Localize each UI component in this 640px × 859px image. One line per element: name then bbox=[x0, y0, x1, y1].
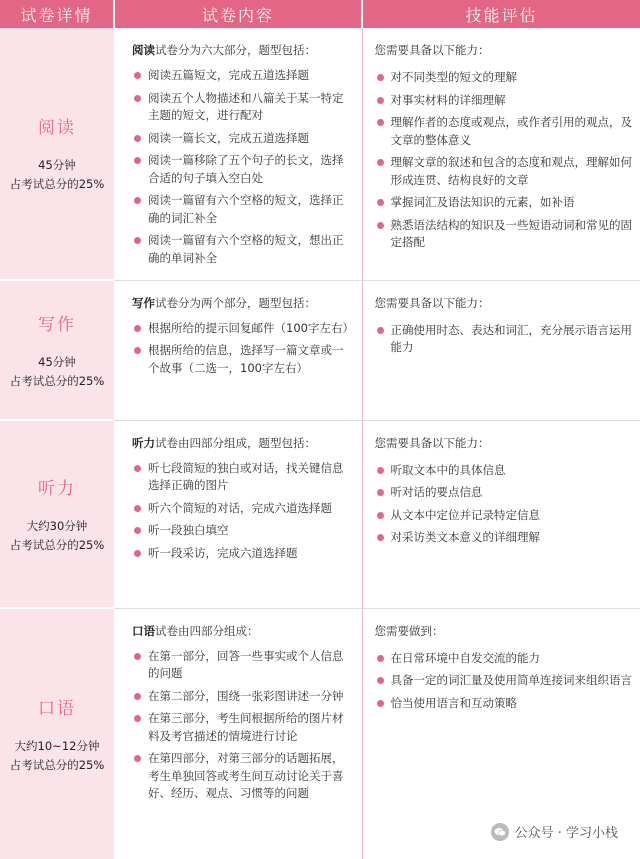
assess-item-text: 对不同类型的短文的理解 bbox=[390, 70, 517, 84]
content-item-text: 在第一部分，回答一些事实或个人信息的问题 bbox=[148, 648, 344, 680]
content-item-text: 阅读一篇留有六个空格的短文，想出正确的单词补全 bbox=[148, 233, 344, 265]
bullet-dot bbox=[377, 159, 384, 166]
content-intro-bold: 听力 bbox=[132, 435, 155, 450]
content-item bbox=[132, 710, 354, 745]
bullet-dot bbox=[134, 157, 141, 164]
content-list bbox=[132, 648, 354, 803]
content-item bbox=[132, 545, 354, 563]
content-item bbox=[132, 522, 354, 540]
content-item-text: 阅读一篇留有六个空格的短文，选择正确的词汇补全 bbox=[148, 193, 344, 225]
content-item-text: 在第三部分，考生间根据所给的图片材料及考官描述的情境进行讨论 bbox=[148, 711, 344, 743]
content-intro-bold: 写作 bbox=[132, 295, 155, 310]
bullet-dot bbox=[134, 347, 141, 354]
bullet-dot bbox=[377, 655, 384, 662]
assess-item-text: 掌握词汇及语法知识的元素，如补语 bbox=[390, 195, 575, 209]
assess-intro: 您需要具备以下能力： bbox=[374, 43, 490, 57]
assess-list bbox=[375, 322, 633, 357]
assess-item bbox=[375, 69, 633, 87]
bullet-dot bbox=[377, 512, 384, 519]
bullet-dot bbox=[134, 755, 141, 762]
bullet-dot bbox=[377, 119, 384, 126]
content-intro bbox=[132, 435, 354, 452]
bullet-dot bbox=[377, 489, 384, 496]
content-item-text: 阅读五篇短文，完成五道选择题 bbox=[148, 68, 309, 82]
assess-item bbox=[375, 322, 633, 357]
assess-item-text: 具备一定的词汇量及使用简单连接词来组织语言 bbox=[390, 673, 632, 687]
bullet-dot bbox=[134, 197, 141, 204]
header-content: 试卷内容 bbox=[114, 0, 362, 28]
bullet-dot bbox=[377, 534, 384, 541]
skill-cell bbox=[0, 280, 114, 420]
bullet-dot bbox=[377, 467, 384, 474]
skill-time: 大约30分钟 bbox=[26, 518, 88, 533]
bullet-dot bbox=[134, 715, 141, 722]
skill-percentage: 占考试总分的25% bbox=[9, 373, 105, 388]
bullet-dot bbox=[134, 135, 141, 142]
bullet-dot bbox=[377, 74, 384, 81]
skill-time: 45分钟 bbox=[38, 354, 76, 369]
content-item bbox=[132, 648, 354, 683]
content-item bbox=[132, 688, 354, 706]
assess-item bbox=[375, 217, 633, 252]
bullet-dot bbox=[134, 653, 141, 660]
skill-time: 45分钟 bbox=[38, 158, 76, 172]
assess-intro: 您需要具备以下能力： bbox=[374, 435, 490, 450]
assess-item-text: 对事实材料的详细理解 bbox=[390, 92, 506, 107]
bullet-dot bbox=[134, 325, 141, 332]
assess-item-text: 对采访类文本意义的详细理解 bbox=[390, 530, 540, 544]
bullet-dot bbox=[377, 97, 384, 104]
bullet-dot bbox=[134, 550, 141, 557]
content-intro-bold: 阅读 bbox=[132, 43, 155, 57]
assess-item-text: 理解作者的态度或观点，或作者引用的观点，及文章的整体意义 bbox=[390, 115, 632, 147]
bullet-dot bbox=[134, 527, 141, 534]
content-item bbox=[132, 152, 354, 187]
bullet-dot bbox=[377, 199, 384, 206]
content-item bbox=[132, 67, 354, 85]
bullet-dot bbox=[377, 700, 384, 707]
content-item bbox=[132, 460, 354, 495]
content-item-text: 在第四部分，对第三部分的话题拓展，考生单独回答或考生间互动讨论关于喜好、经历、观点、习惯等的问题 bbox=[148, 751, 344, 800]
bullet-dot bbox=[134, 72, 141, 79]
content-item-text: 根据所给的提示回复邮件（100字左右） bbox=[148, 320, 354, 335]
assess-item-text: 恰当使用语言和互动策略 bbox=[390, 695, 517, 710]
header-row bbox=[0, 0, 640, 28]
content-item bbox=[132, 750, 354, 803]
content-item bbox=[132, 320, 354, 338]
skill-cell bbox=[0, 608, 114, 859]
skill-cell bbox=[0, 28, 114, 280]
content-item bbox=[132, 192, 354, 227]
bullet-dot bbox=[377, 327, 384, 334]
content-intro-bold: 口语 bbox=[132, 623, 155, 638]
content-item-text: 在第二部分，围绕一张彩图讲述一分钟 bbox=[148, 688, 344, 703]
content-cell bbox=[114, 420, 362, 608]
bullet-dot bbox=[134, 465, 141, 472]
bullet-dot bbox=[134, 505, 141, 512]
content-item bbox=[132, 232, 354, 267]
content-intro-rest: 试卷由四部分组成： bbox=[155, 623, 259, 638]
content-item-text: 阅读一篇长文，完成五道选择题 bbox=[148, 130, 309, 145]
assess-cell bbox=[362, 280, 640, 420]
section-row bbox=[0, 420, 640, 608]
bullet-dot bbox=[134, 95, 141, 102]
assess-item bbox=[375, 672, 633, 690]
bullet-dot bbox=[377, 677, 384, 684]
content-item-text: 听七段简短的独白或对话，找关键信息选择正确的图片 bbox=[148, 460, 344, 492]
content-cell bbox=[114, 280, 362, 420]
section-row bbox=[0, 28, 640, 280]
assess-item bbox=[375, 462, 633, 480]
watermark-text: 公众号 · 学习小栈 bbox=[514, 826, 618, 841]
content-cell bbox=[114, 28, 362, 280]
skill-name: 听力 bbox=[38, 478, 76, 499]
assess-item bbox=[375, 529, 633, 547]
content-item-text: 听六个简短的对话，完成六道选择题 bbox=[148, 500, 332, 515]
content-intro bbox=[132, 295, 354, 312]
assess-item bbox=[375, 154, 633, 189]
skill-name: 写作 bbox=[38, 314, 76, 335]
assess-cell bbox=[362, 28, 640, 280]
assess-item bbox=[375, 507, 633, 525]
content-intro bbox=[132, 42, 354, 59]
bullet-dot bbox=[134, 693, 141, 700]
assess-item bbox=[375, 114, 633, 149]
content-item bbox=[132, 90, 354, 125]
header-details: 试卷详情 bbox=[0, 0, 114, 28]
skill-time: 大约10~12分钟 bbox=[14, 738, 100, 753]
assess-item-text: 理解文章的叙述和包含的态度和观点，理解如何形成连贯、结构良好的文章 bbox=[390, 155, 632, 187]
content-item bbox=[132, 342, 354, 377]
assess-item bbox=[375, 650, 633, 668]
assess-item bbox=[375, 484, 633, 502]
assess-intro: 您需要做到： bbox=[374, 623, 444, 638]
assess-item-text: 正确使用时态、表达和词汇，充分展示语言运用能力 bbox=[390, 322, 632, 354]
content-item-text: 阅读五个人物描述和八篇关于某一特定主题的短文，进行配对 bbox=[148, 90, 344, 122]
skill-percentage: 占考试总分的25% bbox=[9, 757, 105, 772]
skill-cell bbox=[0, 420, 114, 608]
content-list bbox=[132, 460, 354, 563]
content-item bbox=[132, 130, 354, 148]
content-item bbox=[132, 500, 354, 518]
assess-item-text: 听取文本中的具体信息 bbox=[390, 462, 506, 477]
content-item-text: 根据所给的信息，选择写一篇文章或一个故事（二选一，100字左右） bbox=[148, 343, 344, 375]
skill-percentage: 占考试总分的25% bbox=[9, 537, 105, 552]
assess-list bbox=[375, 69, 633, 252]
bullet-dot bbox=[377, 222, 384, 229]
skill-name: 阅读 bbox=[38, 118, 76, 138]
header-assessment: 技能评估 bbox=[362, 0, 640, 28]
assess-cell bbox=[362, 420, 640, 608]
assess-item-text: 听对话的要点信息 bbox=[390, 485, 483, 499]
content-item-text: 阅读一篇移除了五个句子的长文，选择合适的句子填入空白处 bbox=[148, 153, 344, 185]
wechat-icon bbox=[491, 823, 509, 841]
assess-intro: 您需要具备以下能力： bbox=[374, 295, 490, 310]
assess-item-text: 从文本中定位并记录特定信息 bbox=[390, 507, 540, 522]
assess-list bbox=[375, 650, 633, 713]
skill-name: 口语 bbox=[38, 698, 76, 719]
assess-item bbox=[375, 695, 633, 713]
assess-list bbox=[375, 462, 633, 547]
content-intro-rest: 试卷分为六大部分，题型包括： bbox=[155, 43, 316, 57]
content-cell bbox=[114, 608, 362, 859]
assess-item-text: 在日常环境中自发交流的能力 bbox=[390, 650, 540, 665]
skill-percentage: 占考试总分的25% bbox=[9, 177, 105, 191]
content-item-text: 听一段采访，完成六道选择题 bbox=[148, 545, 298, 560]
content-intro-rest: 试卷分为两个部分，题型包括： bbox=[155, 295, 316, 310]
content-item-text: 听一段独白填空 bbox=[148, 523, 229, 537]
content-list bbox=[132, 320, 354, 378]
assess-item bbox=[375, 92, 633, 110]
assess-item bbox=[375, 194, 633, 212]
content-intro-rest: 试卷由四部分组成，题型包括： bbox=[155, 435, 316, 450]
watermark bbox=[491, 822, 618, 841]
content-list bbox=[132, 67, 354, 267]
bullet-dot bbox=[134, 237, 141, 244]
assess-item-text: 熟悉语法结构的知识及一些短语动词和常见的固定搭配 bbox=[390, 217, 632, 249]
section-row bbox=[0, 280, 640, 420]
content-intro bbox=[132, 623, 354, 640]
